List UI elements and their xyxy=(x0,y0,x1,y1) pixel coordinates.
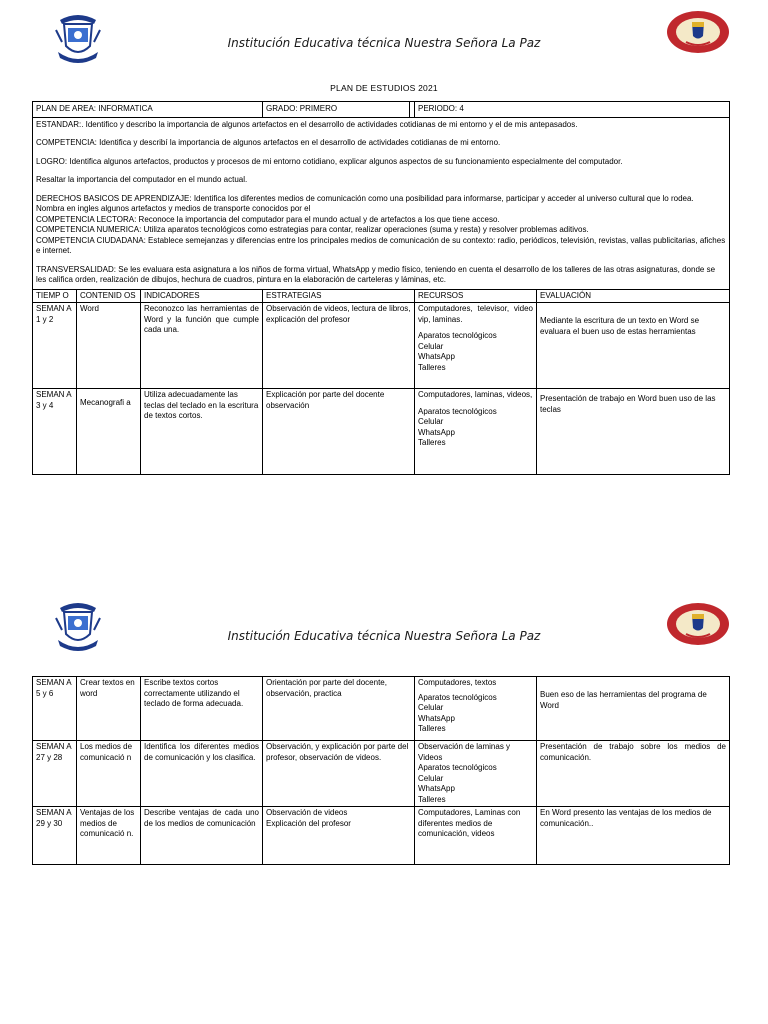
estandar-text: ESTANDAR:. Identifico y describo la importancia de algunos artefactos en el desarrollo de actividades cotidianas de mi entorno y el de mis antepasados. xyxy=(36,119,578,129)
plan-table-page-1 xyxy=(32,101,730,475)
recursos-line: Talleres xyxy=(418,794,446,804)
estrategia-line: observación xyxy=(266,400,310,410)
recursos-line: Celular xyxy=(418,417,444,426)
tiempo-cell: SEMAN A 1 y 2 xyxy=(33,303,77,389)
contenido-text: Mecanografi a xyxy=(80,398,131,407)
recursos-line: WhatsApp xyxy=(418,784,455,793)
indicador-cell: Reconozco las herramientas de Word y la función que cumple cada una. xyxy=(141,303,263,389)
official-seal-logo xyxy=(666,10,730,54)
recursos-line: Celular xyxy=(418,773,444,783)
contenido-cell: Word xyxy=(77,303,141,389)
col-evaluacion: EVALUACIÓN xyxy=(537,289,730,303)
column-header-row xyxy=(33,289,730,303)
indicador-cell: Escribe textos cortos correctamente utilizando el teclado de forma adecuada. xyxy=(141,677,263,741)
recursos-cell xyxy=(415,389,537,475)
derechos-text: DERECHOS BASICOS DE APRENDIZAJE: Identifica los diferentes medios de comunicación como una posibilidad para informarse, participar y acceder al universo cultural que lo rodea. xyxy=(36,193,694,203)
tiempo-cell: SEMAN A 29 y 30 xyxy=(33,807,77,865)
table-row xyxy=(33,389,730,475)
estrategia-line: Explicación del profesor xyxy=(266,818,351,828)
recursos-line: Aparatos tecnológicos xyxy=(418,692,497,702)
evaluacion-cell xyxy=(537,677,730,741)
logro-text: LOGRO: Identifica algunos artefactos, productos y procesos de mi entorno cotidiano, explicar algunos aspectos de su funcionamiento especialmente del computador. xyxy=(36,156,623,166)
col-estrategias: ESTRATEGIAS xyxy=(263,289,415,303)
institution-name: Institución Educativa técnica Nuestra Señora La Paz xyxy=(227,36,541,50)
area-cell: PLAN DE AREA: INFORMATICA xyxy=(33,102,263,118)
recursos-line: Celular xyxy=(418,703,444,712)
evaluacion-cell xyxy=(537,389,730,475)
competencia-numerica-text: COMPETENCIA NUMERICA: Utiliza aparatos tecnológicos como estrategias para contar, realizar operaciones (suma y resta) y resolver problemas aditivos. xyxy=(36,225,589,234)
competencia-text: COMPETENCIA: Identifica y describí la importancia de algunos artefactos en el desarrollo de actividades cotidianas de mi entorno. xyxy=(36,138,501,147)
recursos-line: Talleres xyxy=(418,362,446,372)
info-row xyxy=(33,102,730,118)
recursos-cell xyxy=(415,741,537,807)
estrategia-cell: Observación de videos, lectura de libros, explicación del profesor xyxy=(263,303,415,389)
table-row xyxy=(33,303,730,389)
col-recursos: RECURSOS xyxy=(415,289,537,303)
tiempo-cell: SEMAN A 3 y 4 xyxy=(33,389,77,475)
grade-cell xyxy=(263,102,415,118)
plan-table-page-2 xyxy=(32,676,730,865)
estrategia-cell xyxy=(263,807,415,865)
plan-title: PLAN DE ESTUDIOS 2021 xyxy=(330,83,438,93)
recursos-line: Celular xyxy=(418,341,444,351)
evaluacion-text: Buen eso de las herramientas del programa de Word xyxy=(540,690,707,710)
recursos-line: Computadores, televisor, video vip, laminas. xyxy=(418,304,533,324)
estrategia-cell: Observación, y explicación por parte del profesor, observación de videos. xyxy=(263,741,415,807)
contenido-cell: Crear textos en word xyxy=(77,677,141,741)
grade-label: GRADO: PRIMERO xyxy=(263,102,410,117)
competencia-ciudadana-text: COMPETENCIA CIUDADANA: Establece semejanzas y diferencias entre los principales medios de comunicación de su contexto: radio, periódicos, televisión, revistas, vallas publicitarias, afiches e internet. xyxy=(36,235,726,255)
table-row xyxy=(33,807,730,865)
recursos-line: Observación de laminas y Videos xyxy=(418,742,511,762)
recursos-line: Talleres xyxy=(418,438,446,447)
recursos-line: Aparatos tecnológicos xyxy=(418,406,497,416)
evaluacion-cell: En Word presento las ventajas de los medios de comunicación.. xyxy=(537,807,730,865)
table-row xyxy=(33,677,730,741)
standards-cell xyxy=(33,117,730,289)
recursos-cell: Computadores, Laminas con diferentes medios de comunicación, videos xyxy=(415,807,537,865)
school-crest-logo xyxy=(54,600,102,652)
recursos-line: WhatsApp xyxy=(418,352,455,361)
contenido-cell: Los medios de comunicació n xyxy=(77,741,141,807)
evaluacion-text: Mediante la escritura de un texto en Word se evaluara el buen uso de estas herramientas xyxy=(540,316,700,336)
estrategia-line: Explicación por parte del docente xyxy=(266,390,385,399)
tiempo-cell: SEMAN A 5 y 6 xyxy=(33,677,77,741)
nombra-text: Nombra en ingles algunos artefactos y medios de transporte conocidos por el xyxy=(36,204,311,213)
table-row xyxy=(33,741,730,807)
col-contenidos: CONTENID OS xyxy=(77,289,141,303)
recursos-line: WhatsApp xyxy=(418,427,455,437)
contenido-cell xyxy=(77,389,141,475)
recursos-cell xyxy=(415,677,537,741)
recursos-line: Aparatos tecnológicos xyxy=(418,763,497,772)
competencia-lectora-text: COMPETENCIA LECTORA: Reconoce la importancia del computador para el mundo actual y de artefactos a los que tiene acceso. xyxy=(36,214,500,224)
recursos-line: Talleres xyxy=(418,724,446,733)
indicador-cell: Utiliza adecuadamente las teclas del teclado en la escritura de textos cortos. xyxy=(141,389,263,475)
evaluacion-text: Presentación de trabajo en Word buen uso de las teclas xyxy=(540,394,716,414)
col-tiempo: TIEMP O xyxy=(33,289,77,303)
recursos-cell xyxy=(415,303,537,389)
indicador-cell: Describe ventajas de cada uno de los medios de comunicación xyxy=(141,807,263,865)
col-indicadores: INDICADORES xyxy=(141,289,263,303)
standards-row xyxy=(33,117,730,289)
contenido-cell: Ventajas de los medios de comunicació n. xyxy=(77,807,141,865)
recursos-line: Aparatos tecnológicos xyxy=(418,331,497,340)
evaluacion-cell: Presentación de trabajo sobre los medios de comunicación. xyxy=(537,741,730,807)
indicador-cell: Identifica los diferentes medios de comunicación y los clasifica. xyxy=(141,741,263,807)
estrategia-line: Observación de videos xyxy=(266,808,348,817)
recursos-line: WhatsApp xyxy=(418,713,455,723)
resaltar-text: Resaltar la importancia del computador en el mundo actual. xyxy=(36,175,248,184)
estrategia-cell: Orientación por parte del docente, observación, practica xyxy=(263,677,415,741)
institution-name: Institución Educativa técnica Nuestra Señora La Paz xyxy=(227,629,541,643)
recursos-line: Computadores, textos xyxy=(418,678,497,687)
tiempo-cell: SEMAN A 27 y 28 xyxy=(33,741,77,807)
recursos-line: Computadores, laminas, videos, xyxy=(418,390,533,399)
evaluacion-cell xyxy=(537,303,730,389)
transversalidad-text: TRANSVERSALIDAD: Se les evaluara esta asignatura a los niños de forma virtual, WhatsApp y medio físico, teniendo en cuenta el desarrollo de los talleres de las otras asignaturas, donde se les califica orden, realización de dibujos, hechura de cuadros, pintura en la elaboración de carteleras y láminas, etc. xyxy=(36,264,716,284)
official-seal-logo xyxy=(666,602,730,646)
period-cell: PERIODO: 4 xyxy=(415,102,730,118)
estrategia-cell xyxy=(263,389,415,475)
